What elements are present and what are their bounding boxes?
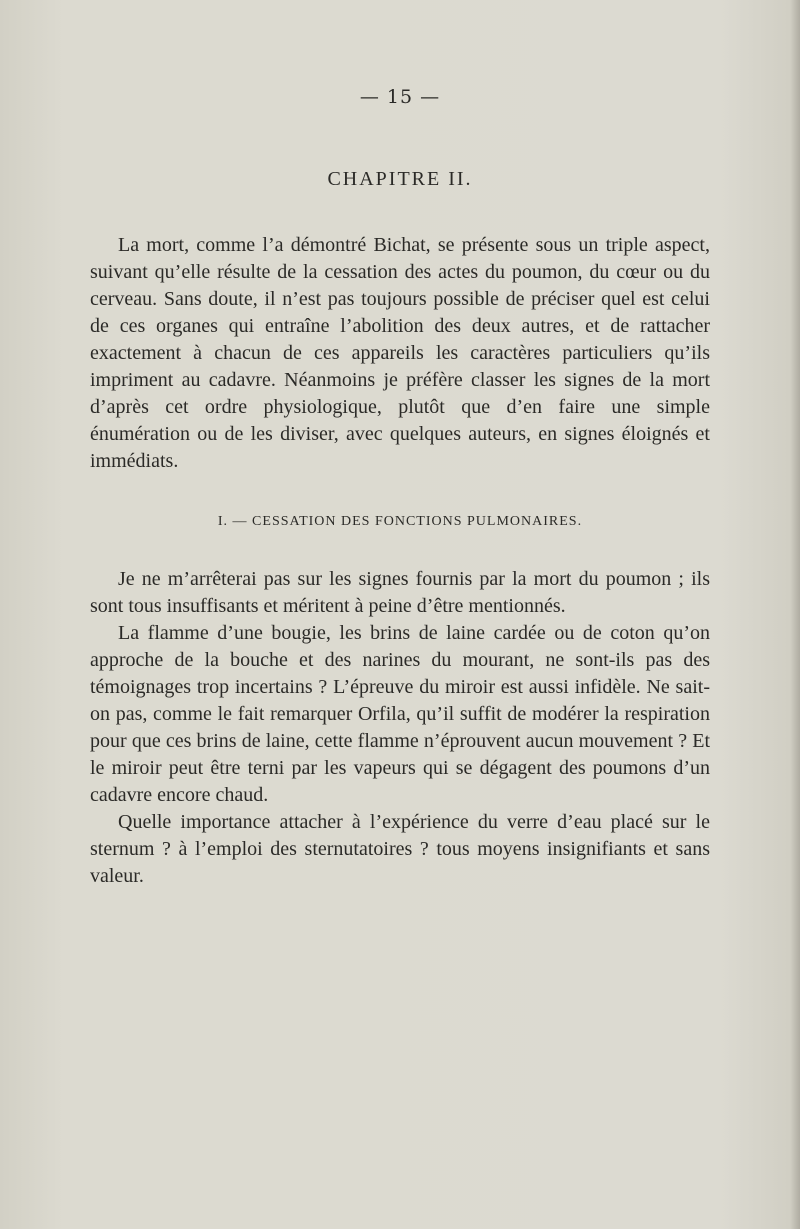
page-number: — 15 — bbox=[359, 86, 441, 108]
body-paragraph: Quelle importance attacher à l’expérience du verre d’eau placé sur le sternum ? à l’emploi des sternutatoires ? tous moyens insignifiants et sans valeur. bbox=[90, 811, 710, 887]
chapter-title: CHAPITRE II. bbox=[327, 168, 473, 190]
intro-text-block bbox=[90, 232, 710, 475]
section-heading: I. — CESSATION DES FONCTIONS PULMONAIRES. bbox=[217, 514, 583, 529]
intro-paragraph: La mort, comme l’a démontré Bichat, se présente sous un triple aspect, suivant qu’elle résulte de la cessation des actes du poumon, du cœur ou du cerveau. Sans doute, il n’est pas toujours possible de préciser quel est celui de ces organes qui entraîne l’abolition des deux autres, et de rattacher exactement à chacun de ces appareils les caractères particuliers qu’ils impriment au cadavre. Néanmoins je préfère classer les signes de la mort d’après cet ordre physiologique, plutôt que d’en faire une simple énumération ou de les diviser, avec quelques auteurs, en signes éloignés et immédiats. bbox=[90, 234, 710, 472]
body-paragraph: La flamme d’une bougie, les brins de laine cardée ou de coton qu’on approche de la bouche et des narines du mourant, ne sont-ils pas des témoignages trop incertains ? L’épreuve du miroir est aussi infidèle. Ne sait-on pas, comme le fait remarquer Orfila, qu’il suffit de modérer la respiration pour que ces brins de laine, cette flamme n’éprouvent aucun mouvement ? Et le miroir peut être terni par les vapeurs qui se dégagent des poumons d’un cadavre encore chaud. bbox=[90, 622, 710, 806]
body-text-block bbox=[90, 566, 710, 890]
body-paragraph: Je ne m’arrêterai pas sur les signes fournis par la mort du poumon ; ils sont tous insuffisants et méritent à peine d’être mentionnés. bbox=[90, 568, 710, 617]
